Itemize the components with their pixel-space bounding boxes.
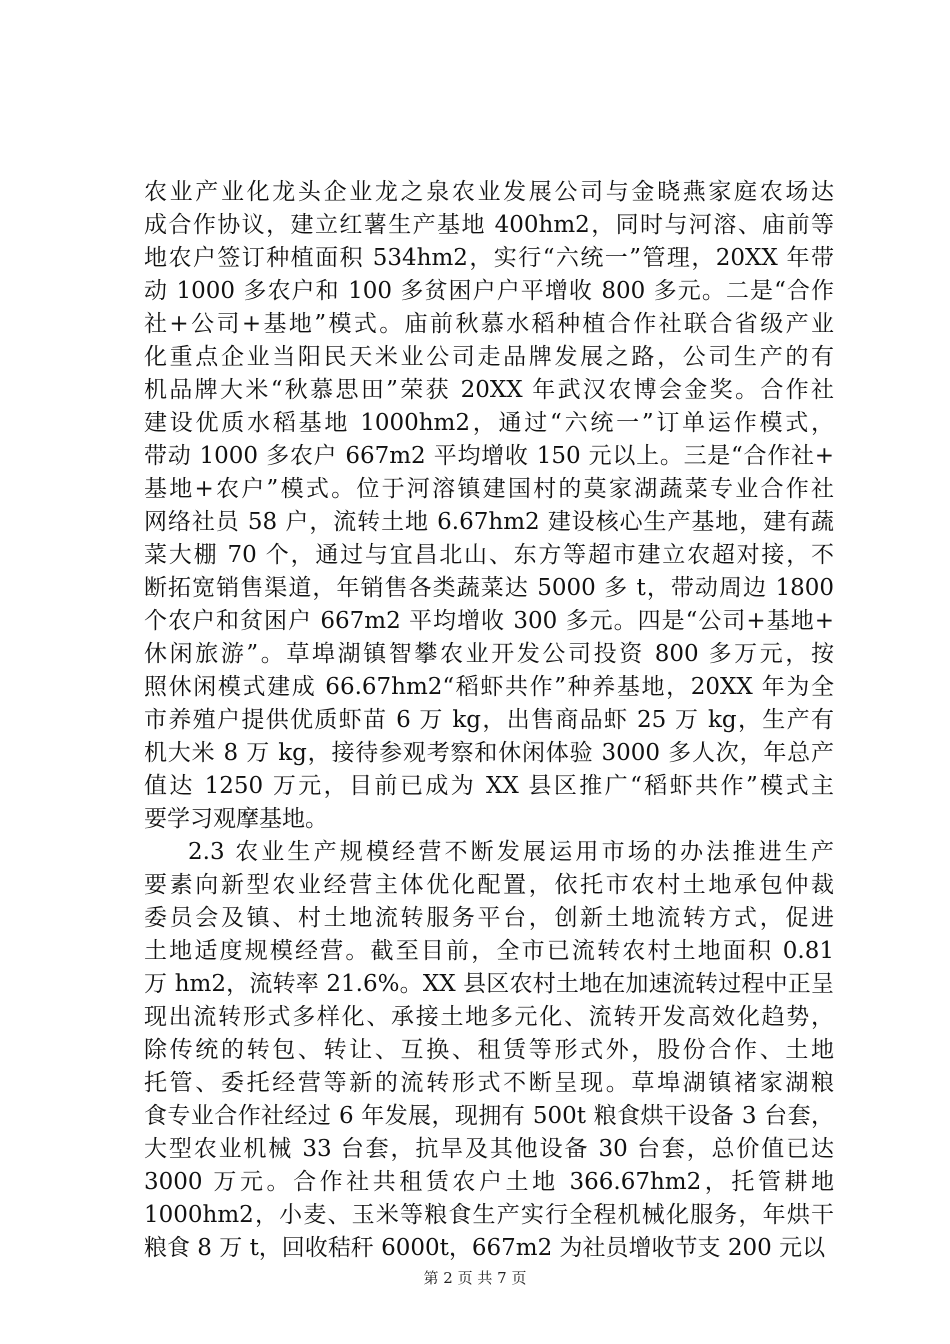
text-line: 要素向新型农业经营主体优化配置，依托市农村土地承包仲裁 [144,872,834,898]
text-line: 社+公司+基地”模式。庙前秋慕水稻种植合作社联合省级产业 [144,311,834,337]
text-line: 断拓宽销售渠道，年销售各类蔬菜达 5000 多 t，带动周边 1800 [144,575,834,601]
text-line: 托管、委托经营等新的流转形式不断呈现。草埠湖镇褚家湖粮 [144,1070,834,1096]
text-line: 土地适度规模经营。截至目前，全市已流转农村土地面积 0.81 [144,938,834,964]
page-footer: 第 2 页 共 7 页 [423,1269,527,1287]
text-line: 1000hm2，小麦、玉米等粮食生产实行全程机械化服务，年烘干 [144,1202,834,1228]
text-line: 3000 万元。合作社共租赁农户土地 366.67hm2，托管耕地 [144,1169,834,1195]
text-line: 大型农业机械 33 台套，抗旱及其他设备 30 台套，总价值已达 [144,1136,834,1162]
text-line: 市养殖户提供优质虾苗 6 万 kg，出售商品虾 25 万 kg，生产有 [144,707,834,733]
text-line: 菜大棚 70 个，通过与宜昌北山、东方等超市建立农超对接，不 [144,542,834,568]
text-line: 动 1000 多农户和 100 多贫困户户平增收 800 多元。二是“合作 [144,278,834,304]
text-line: 除传统的转包、转让、互换、租赁等形式外，股份合作、土地 [144,1037,834,1063]
text-line: 休闲旅游”。草埠湖镇智攀农业开发公司投资 800 多万元，按 [144,641,834,667]
text-line: 要学习观摩基地。 [144,806,328,832]
text-line: 照休闲模式建成 66.67hm2“稻虾共作”种养基地，20XX 年为全 [144,674,834,700]
text-line: 成合作协议，建立红薯生产基地 400hm2，同时与河溶、庙前等 [144,212,834,238]
text-line: 地农户签订种植面积 534hm2，实行“六统一”管理，20XX 年带 [144,245,834,271]
text-line: 农业产业化龙头企业龙之泉农业发展公司与金晓燕家庭农场达 [144,179,834,205]
text-line: 化重点企业当阳民天米业公司走品牌发展之路，公司生产的有 [144,344,834,370]
text-line: 机大米 8 万 kg，接待参观考察和休闲体验 3000 多人次，年总产 [144,740,834,766]
text-line: 带动 1000 多农户 667m2 平均增收 150 元以上。三是“合作社+ [144,443,834,469]
text-line: 建设优质水稻基地 1000hm2，通过“六统一”订单运作模式， [144,410,834,436]
text-line: 网络社员 58 户，流转土地 6.67hm2 建设核心生产基地，建有蔬 [144,509,834,535]
section-heading-line: 2.3 农业生产规模经营不断发展运用市场的办法推进生产 [188,839,834,865]
text-line: 粮食 8 万 t，回收秸秆 6000t，667m2 为社员增收节支 200 元以 [144,1235,826,1261]
text-line: 食专业合作社经过 6 年发展，现拥有 500t 粮食烘干设备 3 台套， [144,1103,834,1129]
text-line: 值达 1250 万元，目前已成为 XX 县区推广“稻虾共作”模式主 [144,773,834,799]
text-line: 万 hm2，流转率 21.6%。XX 县区农村土地在加速流转过程中正呈 [144,971,834,997]
text-line: 个农户和贫困户 667m2 平均增收 300 多元。四是“公司+基地+ [144,608,834,634]
text-line: 机品牌大米“秋慕思田”荣获 20XX 年武汉农博会金奖。合作社 [144,377,834,403]
text-line: 基地+农户”模式。位于河溶镇建国村的莫家湖蔬菜专业合作社 [144,476,834,502]
text-line: 委员会及镇、村土地流转服务平台，创新土地流转方式，促进 [144,905,834,931]
text-line: 现出流转形式多样化、承接土地多元化、流转开发高效化趋势， [144,1004,834,1030]
